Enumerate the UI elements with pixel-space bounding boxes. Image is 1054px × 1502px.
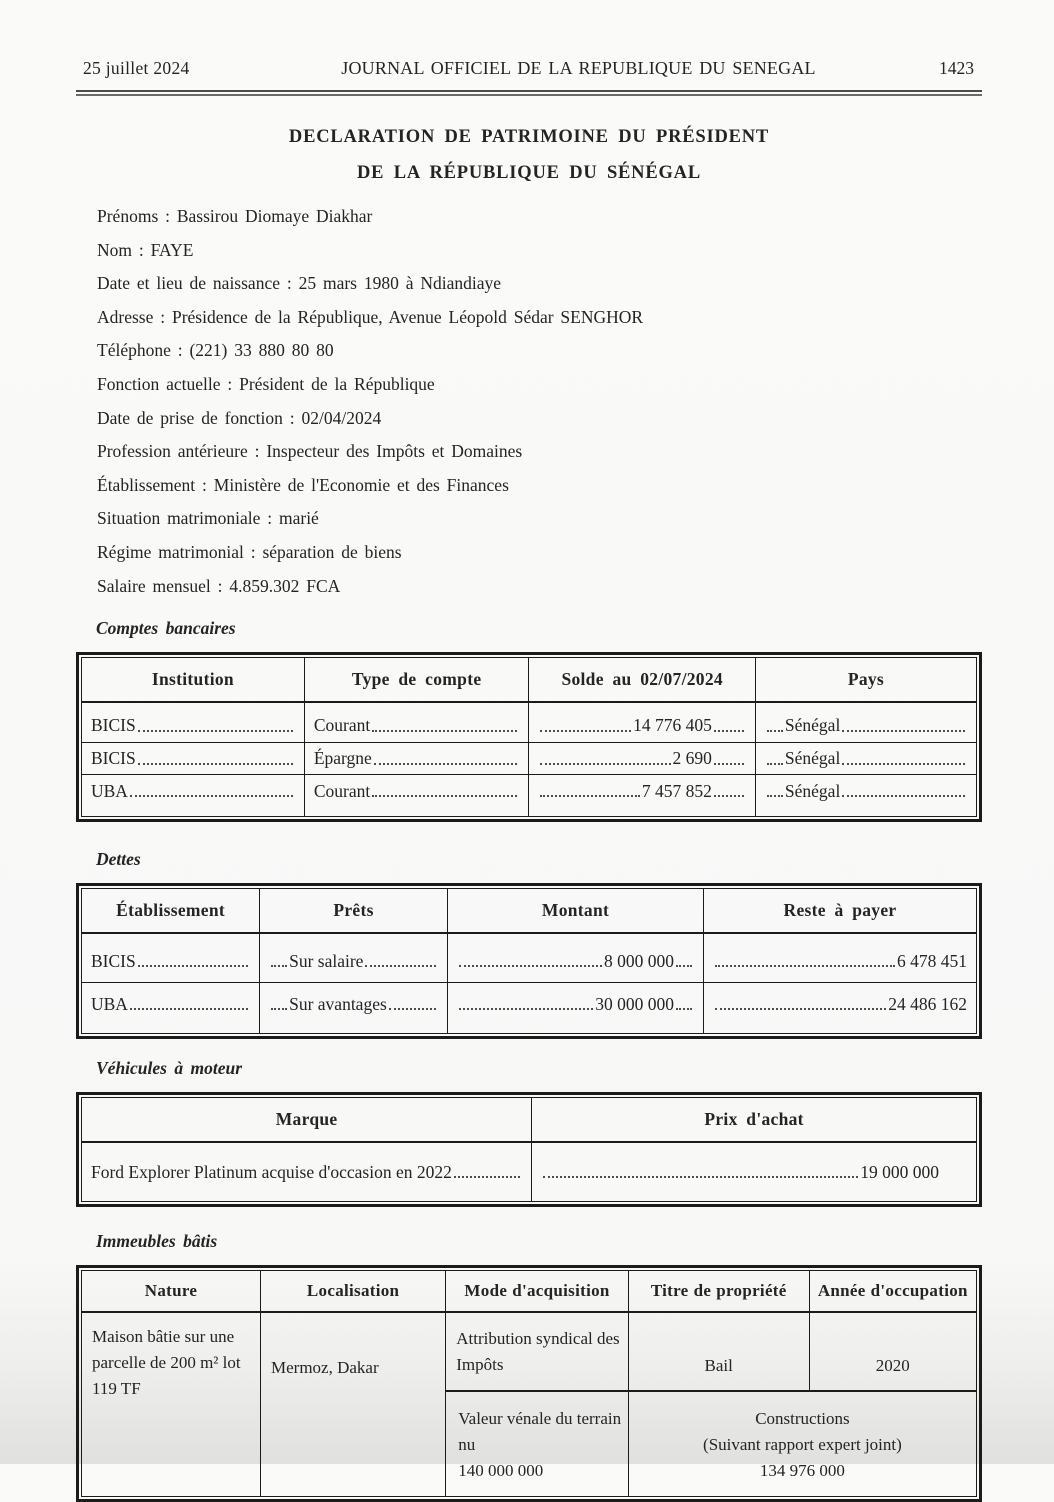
- table-row: [82, 702, 977, 743]
- table-header-row: [82, 889, 977, 934]
- dot-leader: [842, 763, 965, 765]
- valeur-venale-montant: 140 000 000: [458, 1461, 544, 1481]
- reste-value: 6 478 451: [897, 950, 967, 971]
- col-pays: Pays: [755, 658, 976, 703]
- dot-leader: [374, 763, 518, 765]
- titre-propriete-value: Bail: [628, 1312, 809, 1391]
- pays-value: Sénégal: [784, 748, 841, 769]
- info-line-salaire: Salaire mensuel : 4.859.302 FCA: [97, 575, 341, 596]
- col-type-de-compte: Type de compte: [304, 658, 529, 703]
- info-line-etablissement: Établissement : Ministère de l'Economie et des Finances: [97, 474, 509, 495]
- dot-leader: [130, 1008, 248, 1010]
- dot-leader: [676, 965, 692, 967]
- info-line-nom: Nom : FAYE: [97, 239, 194, 260]
- info-line-situation: Situation matrimoniale : marié: [97, 508, 319, 529]
- document-title-line1: DECLARATION DE PATRIMOINE DU PRÉSIDENT: [288, 127, 770, 147]
- valeur-venale-label: Valeur vénale du terrain nu: [458, 1409, 622, 1455]
- dot-leader: [767, 763, 783, 765]
- dot-leader: [540, 795, 639, 797]
- dot-leader: [543, 1176, 858, 1178]
- pret-value: Sur avantages: [289, 993, 387, 1014]
- dot-leader: [715, 965, 895, 967]
- dot-leader: [714, 730, 744, 732]
- institution-value: BICIS: [91, 715, 136, 736]
- dot-leader: [540, 763, 670, 765]
- dot-leader: [365, 965, 436, 967]
- col-institution: Institution: [82, 658, 305, 703]
- dot-leader: [372, 730, 517, 732]
- constructions-label: Constructions: [755, 1409, 850, 1429]
- dot-leader: [767, 730, 783, 732]
- reste-value: 24 486 162: [888, 993, 967, 1014]
- dot-leader: [540, 730, 631, 732]
- pays-value: Sénégal: [784, 715, 841, 736]
- table-header-row: [82, 658, 977, 703]
- annee-occupation-value: 2020: [809, 1312, 976, 1391]
- col-montant: Montant: [448, 889, 704, 934]
- dot-leader: [459, 965, 602, 967]
- dot-leader: [271, 965, 287, 967]
- mode-acquisition-value: Attribution syndical des Impôts: [446, 1312, 629, 1391]
- info-line-naissance: Date et lieu de naissance : 25 mars 1980 à Ndiandiaye: [97, 273, 502, 294]
- table-row: [82, 775, 977, 817]
- dot-leader: [130, 795, 293, 797]
- dot-leader: [138, 730, 293, 732]
- section-heading-dettes: Dettes: [96, 849, 141, 870]
- dot-leader: [714, 795, 744, 797]
- solde-value: 7 457 852: [641, 780, 712, 801]
- immeubles-table: [76, 1265, 982, 1502]
- info-line-prise-fonction: Date de prise de fonction : 02/04/2024: [97, 407, 382, 428]
- constructions-montant: 134 976 000: [759, 1461, 845, 1481]
- dot-leader: [715, 1008, 886, 1010]
- constructions-cell: [628, 1391, 976, 1497]
- nature-value: Maison bâtie sur une parcelle de 200 m² lot 119 TF: [82, 1312, 261, 1497]
- type-compte-value: Épargne: [313, 748, 372, 769]
- comptes-bancaires-table: [76, 652, 982, 822]
- montant-value: 8 000 000: [604, 950, 674, 971]
- page-header: [76, 0, 982, 79]
- col-localisation: Localisation: [261, 1271, 446, 1313]
- institution-value: BICIS: [91, 748, 136, 769]
- dot-leader: [138, 965, 248, 967]
- col-prets: Prêts: [260, 889, 448, 934]
- col-nature: Nature: [82, 1271, 261, 1313]
- header-double-rule: [76, 90, 982, 96]
- constructions-note: (Suivant rapport expert joint): [703, 1435, 902, 1455]
- dot-leader: [767, 795, 783, 797]
- col-annee-occupation: Année d'occupation: [809, 1271, 976, 1313]
- issue-date: 25 juillet 2024: [83, 58, 190, 78]
- journal-title: JOURNAL OFFICIEL DE LA REPUBLIQUE DU SENEGAL: [341, 58, 816, 78]
- solde-value: 14 776 405: [633, 715, 712, 736]
- pret-value: Sur salaire: [289, 950, 364, 971]
- table-header-row: [82, 1271, 977, 1313]
- document-title-line2: DE LA RÉPUBLIQUE DU SÉNÉGAL: [357, 163, 701, 183]
- montant-value: 30 000 000: [595, 993, 674, 1014]
- info-line-prenoms: Prénoms : Bassirou Diomaye Diakhar: [97, 206, 373, 226]
- etablissement-value: UBA: [91, 993, 128, 1014]
- solde-value: 2 690: [672, 748, 712, 769]
- col-mode-acquisition: Mode d'acquisition: [446, 1271, 629, 1313]
- dot-leader: [842, 795, 965, 797]
- col-reste-a-payer: Reste à payer: [704, 889, 977, 934]
- valeur-venale-cell: [446, 1391, 629, 1497]
- dot-leader: [676, 1008, 692, 1010]
- type-compte-value: Courant: [313, 715, 371, 736]
- dot-leader: [372, 795, 517, 797]
- document-title: [76, 127, 982, 184]
- dot-leader: [271, 1008, 287, 1010]
- table-row: [82, 1142, 977, 1202]
- pays-value: Sénégal: [784, 780, 841, 801]
- table-row: [82, 933, 977, 983]
- dot-leader: [389, 1008, 436, 1010]
- col-prix-achat: Prix d'achat: [532, 1098, 977, 1143]
- col-solde: Solde au 02/07/2024: [529, 658, 755, 703]
- type-compte-value: Courant: [313, 780, 371, 801]
- col-titre-propriete: Titre de propriété: [628, 1271, 809, 1313]
- dot-leader: [454, 1176, 520, 1178]
- institution-value: UBA: [91, 780, 128, 801]
- table-header-row: [82, 1098, 977, 1143]
- localisation-value: Mermoz, Dakar: [261, 1312, 446, 1497]
- vehicules-table: [76, 1092, 982, 1207]
- table-row: [82, 743, 977, 775]
- section-heading-immeubles: Immeubles bâtis: [96, 1231, 218, 1252]
- dot-leader: [459, 1008, 593, 1010]
- table-row: [82, 1312, 977, 1391]
- section-heading-vehicules: Véhicules à moteur: [96, 1058, 243, 1079]
- dot-leader: [842, 730, 965, 732]
- col-marque: Marque: [82, 1098, 532, 1143]
- info-line-fonction: Fonction actuelle : Président de la République: [97, 373, 435, 394]
- info-line-adresse: Adresse : Présidence de la République, Avenue Léopold Sédar SENGHOR: [97, 306, 644, 327]
- identity-info: [76, 200, 982, 603]
- dot-leader: [714, 763, 744, 765]
- info-line-regime: Régime matrimonial : séparation de biens: [97, 541, 402, 562]
- info-line-profession: Profession antérieure : Inspecteur des Impôts et Domaines: [97, 441, 523, 462]
- dot-leader: [138, 763, 293, 765]
- section-heading-comptes-bancaires: Comptes bancaires: [96, 618, 236, 639]
- col-etablissement: Établissement: [82, 889, 260, 934]
- table-row: [82, 983, 977, 1034]
- page-number: 1423: [939, 58, 974, 78]
- prix-achat-value: 19 000 000: [860, 1161, 939, 1182]
- etablissement-value: BICIS: [91, 950, 136, 971]
- marque-value: Ford Explorer Platinum acquise d'occasion en 2022: [91, 1161, 452, 1182]
- info-line-telephone: Téléphone : (221) 33 880 80 80: [97, 340, 334, 361]
- dettes-table: [76, 883, 982, 1039]
